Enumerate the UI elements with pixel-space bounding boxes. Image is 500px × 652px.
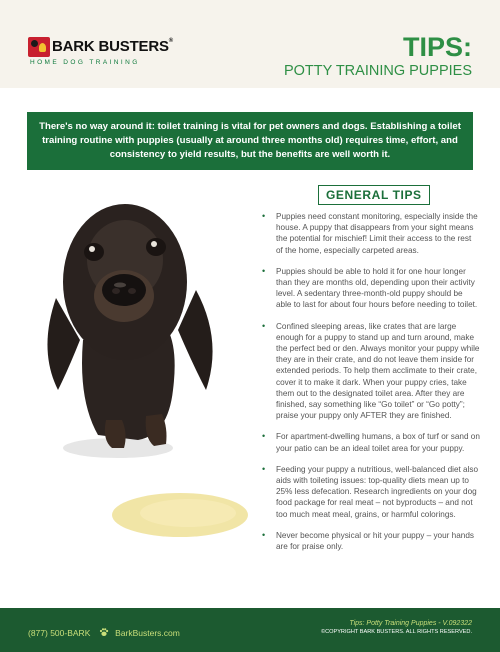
footer (0, 608, 500, 652)
bullet-icon: • (262, 431, 266, 442)
tip-text: Confined sleeping areas, like crates that are large enough for a puppy to stand up and turn around, make the perfect bed or den. Always monitor your puppy while they are in their crate, and do not leave them inside for extended periods. To help them acclimate to their crate, cover it to make it dark. When your puppy cries, take them out to the designated toilet area. After they are finished, say something like “Go toilet” or “Go potty”; praise your puppy only AFTER they are finished. (276, 321, 480, 421)
bullet-icon: • (262, 265, 266, 276)
list-item (260, 431, 480, 453)
document-version: Tips: Potty Training Puppies - V.092322 (349, 620, 472, 627)
tip-text: Feeding your puppy a nutritious, well-balanced diet also aids with toileting issues: top-quality diets mean up to 25% less defecation. Research ingredients on your dog food package for real meat – not byproducts – and not too much meat meal, grains, or harmful colorings. (276, 464, 479, 519)
list-item (260, 211, 480, 256)
bark-busters-logo (28, 37, 174, 67)
list-item (260, 321, 480, 422)
phone-number[interactable]: (877) 500-BARK (28, 628, 91, 638)
bullet-icon: • (262, 463, 266, 474)
header (0, 0, 500, 88)
page-title: TIPS: (402, 32, 472, 62)
paw-icon (99, 627, 109, 637)
tip-text: Puppies need constant monitoring, especially inside the house. A puppy that disappears from your sight means the potential for mischief! Limit their access to the rest of the home, especially carpeted areas. (276, 212, 478, 255)
dog-photo (28, 190, 250, 600)
logo-tagline: HOME DOG TRAINING (30, 59, 140, 66)
tips-list (260, 211, 480, 562)
logo-name: BARK BUSTERS (52, 38, 169, 55)
list-item (260, 530, 480, 552)
intro-banner: There's no way around it: toilet training is vital for pet owners and dogs. Establishing a toilet training routine with puppies (usually at around three months old) requires time, effort, and consistency to yield results, but the benefits are well worth it. (27, 112, 473, 170)
tip-text: For apartment-dwelling humans, a box of turf or sand on your patio can be an ideal toilet area for your puppy. (276, 432, 480, 453)
website-link[interactable]: BarkBusters.com (115, 628, 180, 638)
page-subtitle: POTTY TRAINING PUPPIES (283, 63, 472, 79)
tip-text: Puppies should be able to hold it for one hour longer than they are months old, depending upon their activity level. A sedentary three-month-old puppy should be able to last for about four hours before needing to toilet. (276, 266, 478, 310)
copyright-notice: ©COPYRIGHT BARK BUSTERS. ALL RIGHTS RESERVED. (320, 629, 472, 635)
bullet-icon: • (262, 529, 266, 540)
bullet-icon: • (262, 320, 266, 331)
bullet-icon: • (262, 211, 266, 221)
tip-text: Never become physical or hit your puppy – your hands are for praise only. (276, 530, 474, 552)
list-item (260, 266, 480, 311)
logo-registered-mark: ® (168, 38, 174, 44)
list-item (260, 464, 480, 520)
general-tips-heading: GENERAL TIPS (318, 185, 430, 205)
dogs-logo-icon (28, 37, 50, 57)
